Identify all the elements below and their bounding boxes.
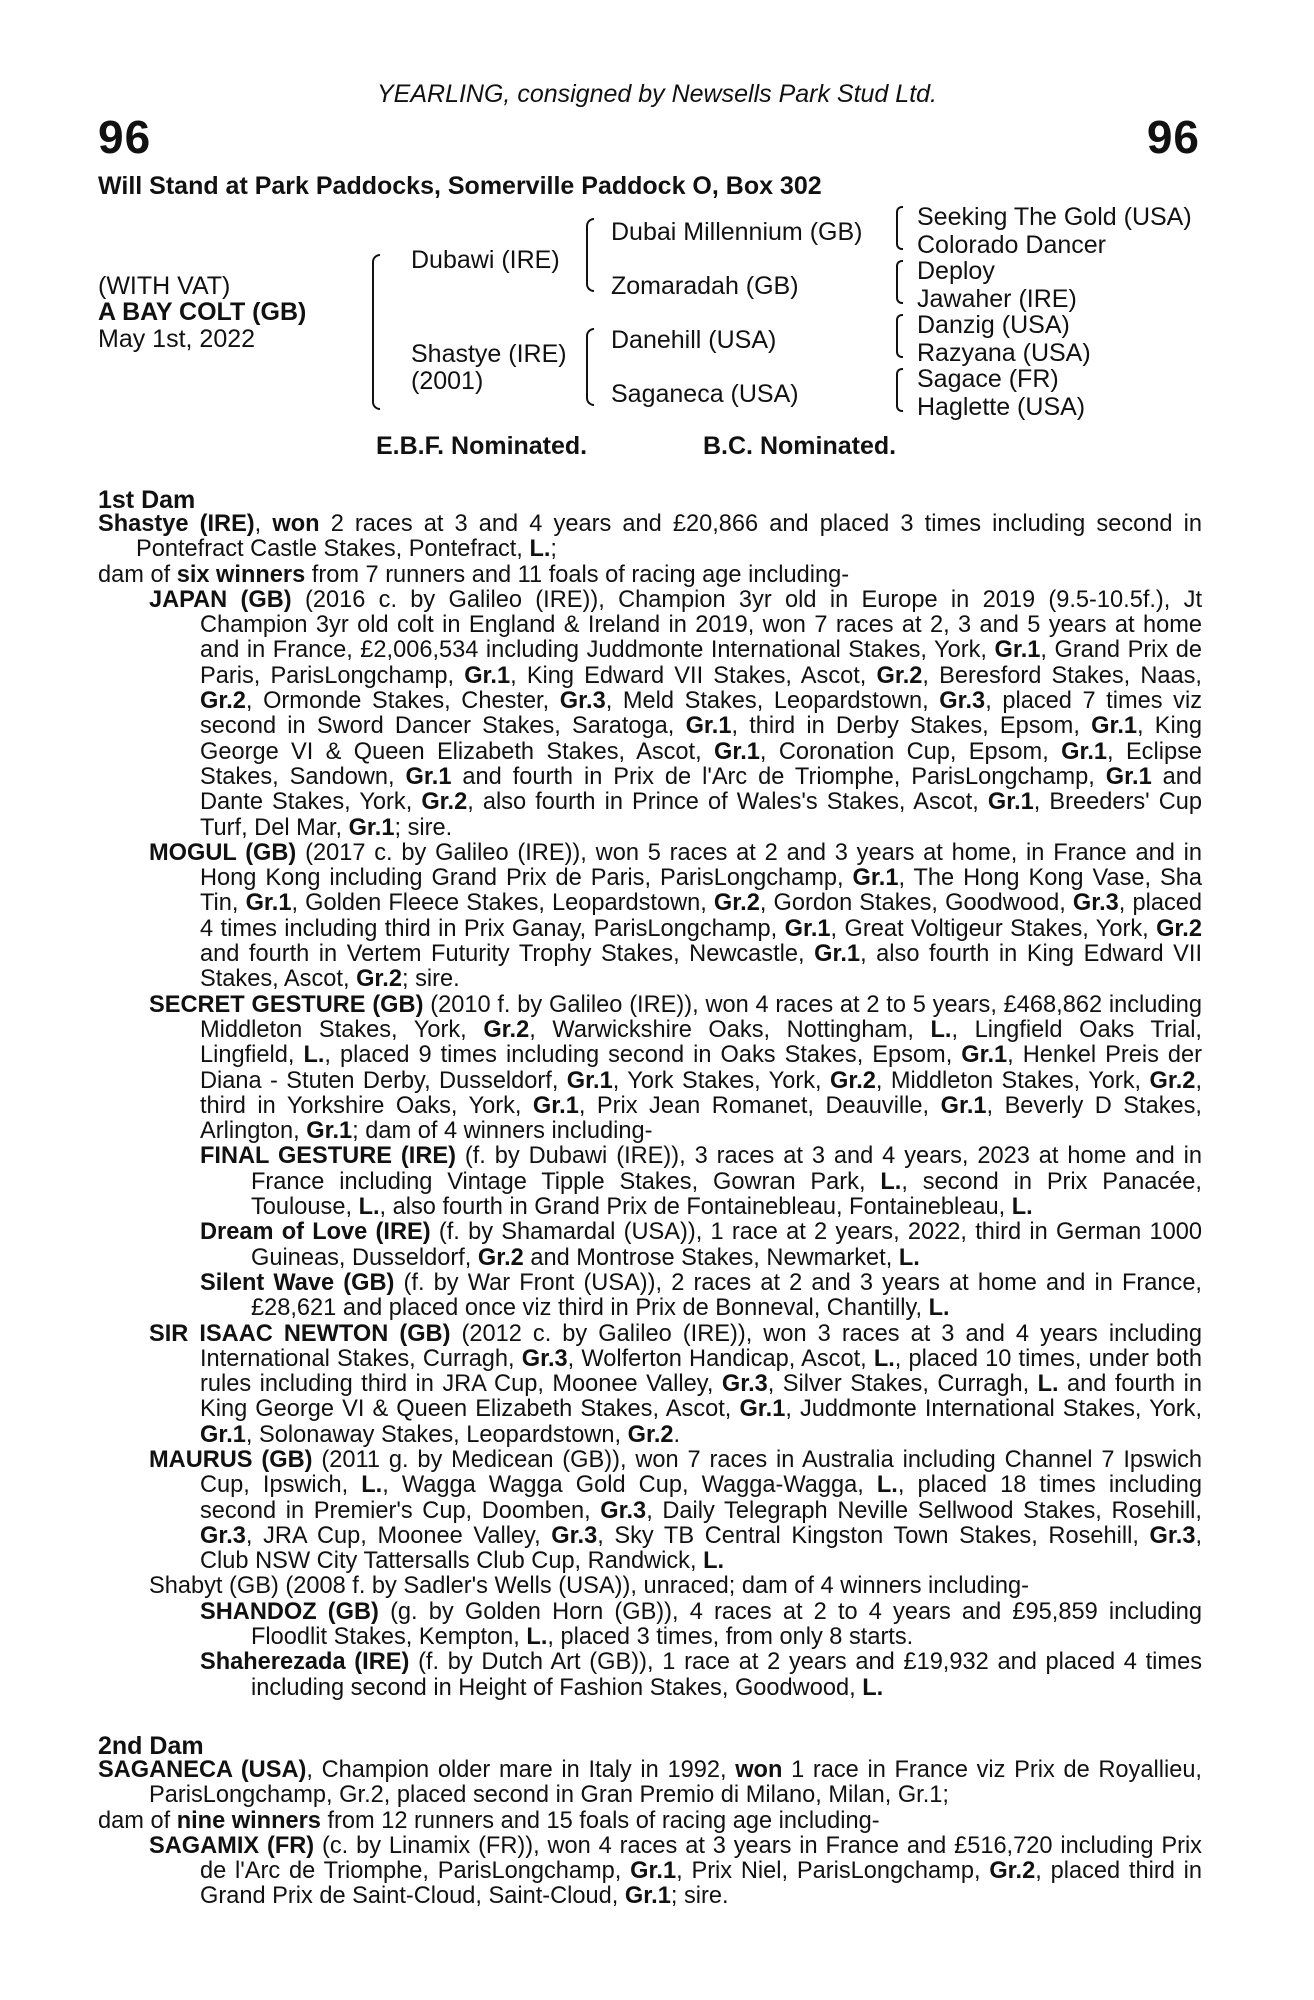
progeny-sir-isaac-newton: [98, 1322, 1202, 1448]
second-dam-winners: nine winners: [176, 1807, 321, 1834]
second-dam-section: [98, 1758, 1202, 1910]
progeny-maurus: [98, 1448, 1202, 1574]
second-dam-summary: [98, 1809, 1202, 1834]
progeny-name: SIR ISAAC NEWTON (GB): [149, 1320, 451, 1347]
pedigree-brace-sire: [586, 218, 594, 292]
first-dam-summary: [98, 563, 1202, 588]
progeny-final-gesture: [98, 1144, 1202, 1220]
pedigree-brace-main: [372, 254, 380, 410]
progeny-text: (f. by Shamardal (USA)), 1 race at 2 years, 2022, third in German 1000 Guineas, Dusseldorf, Gr.2 and Montrose Stakes, Newmarket, L.: [251, 1219, 1202, 1271]
progeny-shabyt: [98, 1574, 1202, 1599]
foaled-date: May 1st, 2022: [98, 325, 256, 353]
first-dam-section: [98, 512, 1202, 1701]
second-dam-name: SAGANECA (USA): [98, 1757, 307, 1783]
sire-sire-name: Dubai Millennium (GB): [611, 218, 863, 246]
first-dam-dam-of: dam of: [98, 561, 171, 588]
dam-name: Shastye (IRE): [411, 340, 567, 368]
progeny-name: Silent Wave (GB): [200, 1269, 395, 1296]
sire-dam-name: Zomaradah (GB): [611, 272, 799, 300]
second-dam-record: [98, 1758, 1202, 1809]
progeny-text: (f. by Dutch Art (GB)), 1 race at 2 years and £19,932 and placed 4 times including second in Height of Fashion Stakes, Goodwood, L.: [251, 1649, 1202, 1701]
first-dam-name: Shastye (IRE): [98, 511, 255, 537]
second-dam-intro: , Champion older mare in Italy in 1992,: [306, 1757, 727, 1783]
progeny-text: (f. by Dubawi (IRE)), 3 races at 3 and 4 years, 2023 at home and in France including Vintage Tipple Stakes, Gowran Park, L., second in Prix Panacée, Toulouse, L., also fourth in Grand Prix de Fontainebleau, Fontainebleau, L.: [251, 1143, 1202, 1221]
second-dam-heading: 2nd Dam: [98, 1732, 204, 1760]
first-dam-winners: six winners: [176, 561, 306, 588]
sire-name: Dubawi (IRE): [411, 246, 560, 274]
consignment-line: YEARLING, consigned by Newsells Park Stud Ltd.: [377, 80, 937, 108]
progeny-text: (c. by Linamix (FR)), won 4 races at 3 years in France and £516,720 including Prix de l'Arc de Triomphe, ParisLongchamp, Gr.1, Prix Niel, ParisLongchamp, Gr.2, placed third in Grand Prix de Saint-Cloud, Saint-Cloud, Gr.1; sire.: [200, 1832, 1202, 1910]
progeny-sagamix: [98, 1834, 1202, 1910]
ancestor-1: Seeking The Gold (USA): [917, 203, 1192, 231]
dam-year: (2001): [411, 367, 484, 395]
second-dam-record-text: 1 race in France viz Prix de Royallieu, ParisLongchamp, Gr.2, placed second in Gran Premio di Milano, Milan, Gr.1;: [149, 1757, 1202, 1809]
stand-location: Will Stand at Park Paddocks, Somerville Paddock O, Box 302: [98, 172, 822, 200]
progeny-name: MAURUS (GB): [149, 1446, 313, 1473]
ebf-nominated: E.B.F. Nominated.: [376, 432, 588, 460]
second-dam-runners: from 12 runners and 15 foals of racing age including-: [327, 1807, 880, 1834]
first-dam-heading: 1st Dam: [98, 486, 196, 514]
pedigree-brace-dam: [586, 328, 594, 406]
bc-nominated: B.C. Nominated.: [703, 432, 897, 460]
second-dam-won: won: [735, 1757, 783, 1783]
lot-number-left: 96: [98, 111, 152, 163]
horse-name: A BAY COLT (GB): [98, 298, 307, 326]
progeny-name: SAGAMIX (FR): [149, 1832, 315, 1859]
progeny-text: Shabyt (GB) (2008 f. by Sadler's Wells (USA)), unraced; dam of 4 winners including-: [149, 1573, 1030, 1600]
progeny-mogul: [98, 841, 1202, 993]
pedigree-brace-g2: [896, 260, 903, 304]
progeny-text: (f. by War Front (USA)), 2 races at 2 and 3 years at home and in France, £28,621 and placed once viz third in Prix de Bonneval, Chantilly, L.: [251, 1269, 1202, 1322]
progeny-name: Dream of Love (IRE): [200, 1219, 431, 1246]
ancestor-8: Haglette (USA): [917, 393, 1086, 421]
progeny-name: JAPAN (GB): [149, 586, 292, 613]
progeny-japan: [98, 588, 1202, 841]
progeny-dream-of-love: [98, 1220, 1202, 1271]
ancestor-3: Deploy: [917, 257, 995, 285]
progeny-shandoz: [98, 1600, 1202, 1651]
ancestor-2: Colorado Dancer: [917, 231, 1106, 259]
first-dam-won: won: [272, 511, 320, 537]
pedigree-brace-g4: [896, 368, 903, 412]
pedigree-brace-g1: [896, 206, 903, 250]
progeny-name: Shaherezada (IRE): [200, 1649, 410, 1676]
ancestor-5: Danzig (USA): [917, 311, 1070, 339]
ancestor-7: Sagace (FR): [917, 365, 1059, 393]
progeny-name: SECRET GESTURE (GB): [149, 991, 424, 1018]
dam-sire-name: Danehill (USA): [611, 326, 777, 354]
pedigree-brace-g3: [896, 314, 903, 358]
progeny-text: (g. by Golden Horn (GB)), 4 races at 2 to 4 years and £95,859 including Floodlit Stakes, Kempton, L., placed 3 times, from only 8 starts.: [251, 1598, 1202, 1651]
progeny-secret-gesture: [98, 993, 1202, 1145]
lot-number-right: 96: [1146, 111, 1200, 163]
progeny-text: (2011 g. by Medicean (GB)), won 7 races in Australia including Channel 7 Ipswich Cup, Ipswich, L., Wagga Wagga Gold Cup, Wagga-Wagga, L., placed 18 times including second in Premier's Cup, Doomben, Gr.3, Daily Telegraph Neville Sellwood Stakes, Rosehill, Gr.3, JRA Cup, Moonee Valley, Gr.3, Sky TB Central Kingston Town Stakes, Rosehill, Gr.3, Club NSW City Tattersalls Club Cup, Randwick, L.: [200, 1446, 1203, 1575]
progeny-text: (2016 c. by Galileo (IRE)), Champion 3yr old in Europe in 2019 (9.5-10.5f.), Jt Champion 3yr old colt in England & Ireland in 2019, won 7 races at 2, 3 and 5 years at home and in France, £2,006,534 including Juddmonte International Stakes, York, Gr.1, Grand Prix de Paris, ParisLongchamp, Gr.1, King Edward VII Stakes, Ascot, Gr.2, Beresford Stakes, Naas, Gr.2, Ormonde Stakes, Chester, Gr.3, Meld Stakes, Leopardstown, Gr.3, placed 7 times viz second in Sword Dancer Stakes, Saratoga, Gr.1, third in Derby Stakes, Epsom, Gr.1, King George VI & Queen Elizabeth Stakes, Ascot, Gr.1, Coronation Cup, Epsom, Gr.1, Eclipse Stakes, Sandown, Gr.1 and fourth in Prix de l'Arc de Triomphe, ParisLongchamp, Gr.1 and Dante Stakes, York, Gr.2, also fourth in Prince of Wales's Stakes, Ascot, Gr.1, Breeders' Cup Turf, Del Mar, Gr.1; sire.: [200, 586, 1203, 841]
progeny-shaherezada: [98, 1650, 1202, 1701]
progeny-name: MOGUL (GB): [149, 839, 297, 866]
first-dam-record-text: 2 races at 3 and 4 years and £20,866 and placed 3 times including second in Pontefract Castle Stakes, Pontefract,: [136, 511, 1202, 563]
ancestor-4: Jawaher (IRE): [917, 285, 1077, 313]
vat-note: (WITH VAT): [98, 272, 231, 300]
progeny-text: (2012 c. by Galileo (IRE)), won 3 races at 3 and 4 years including International Stakes, Curragh, Gr.3, Wolferton Handicap, Ascot, L., placed 10 times, under both rules including third in JRA Cup, Moonee Valley, Gr.3, Silver Stakes, Curragh, L. and fourth in King George VI & Queen Elizabeth Stakes, Ascot, Gr.1, Juddmonte International Stakes, York, Gr.1, Solonaway Stakes, Leopardstown, Gr.2.: [200, 1320, 1203, 1448]
progeny-text: (2017 c. by Galileo (IRE)), won 5 races at 2 and 3 years at home, in France and in Hong Kong including Grand Prix de Paris, ParisLongchamp, Gr.1, The Hong Kong Vase, Sha Tin, Gr.1, Golden Fleece Stakes, Leopardstown, Gr.2, Gordon Stakes, Goodwood, Gr.3, placed 4 times including third in Prix Ganay, ParisLongchamp, Gr.1, Great Voltigeur Stakes, York, Gr.2 and fourth in Vertem Futurity Trophy Stakes, Newcastle, Gr.1, also fourth in King Edward VII Stakes, Ascot, Gr.2; sire.: [200, 839, 1203, 993]
first-dam-runners: from 7 runners and 11 foals of racing age including-: [311, 561, 850, 588]
dam-dam-name: Saganeca (USA): [611, 380, 799, 408]
first-dam-record-listed: L.: [529, 536, 551, 563]
progeny-name: SHANDOZ (GB): [200, 1598, 379, 1625]
second-dam-dam-of: dam of: [98, 1807, 171, 1834]
ancestor-6: Razyana (USA): [917, 339, 1091, 367]
progeny-text: (2010 f. by Galileo (IRE)), won 4 races at 2 to 5 years, £468,862 including Middleton Stakes, York, Gr.2, Warwickshire Oaks, Nottingham, L., Lingfield Oaks Trial, Lingfield, L., placed 9 times including second in Oaks Stakes, Epsom, Gr.1, Henkel Preis der Diana - Stuten Derby, Dusseldorf, Gr.1, York Stakes, York, Gr.2, Middleton Stakes, York, Gr.2, third in Yorkshire Oaks, York, Gr.1, Prix Jean Romanet, Deauville, Gr.1, Beverly D Stakes, Arlington, Gr.1; dam of 4 winners including-: [200, 991, 1203, 1145]
progeny-name: FINAL GESTURE (IRE): [200, 1143, 456, 1170]
first-dam-record: Shastye (IRE), won 2 races at 3 and 4 years and £20,866 and placed 3 times including second in Pontefract Castle Stakes, Pontefract, L.;: [98, 511, 1202, 563]
progeny-silent-wave: [98, 1271, 1202, 1322]
